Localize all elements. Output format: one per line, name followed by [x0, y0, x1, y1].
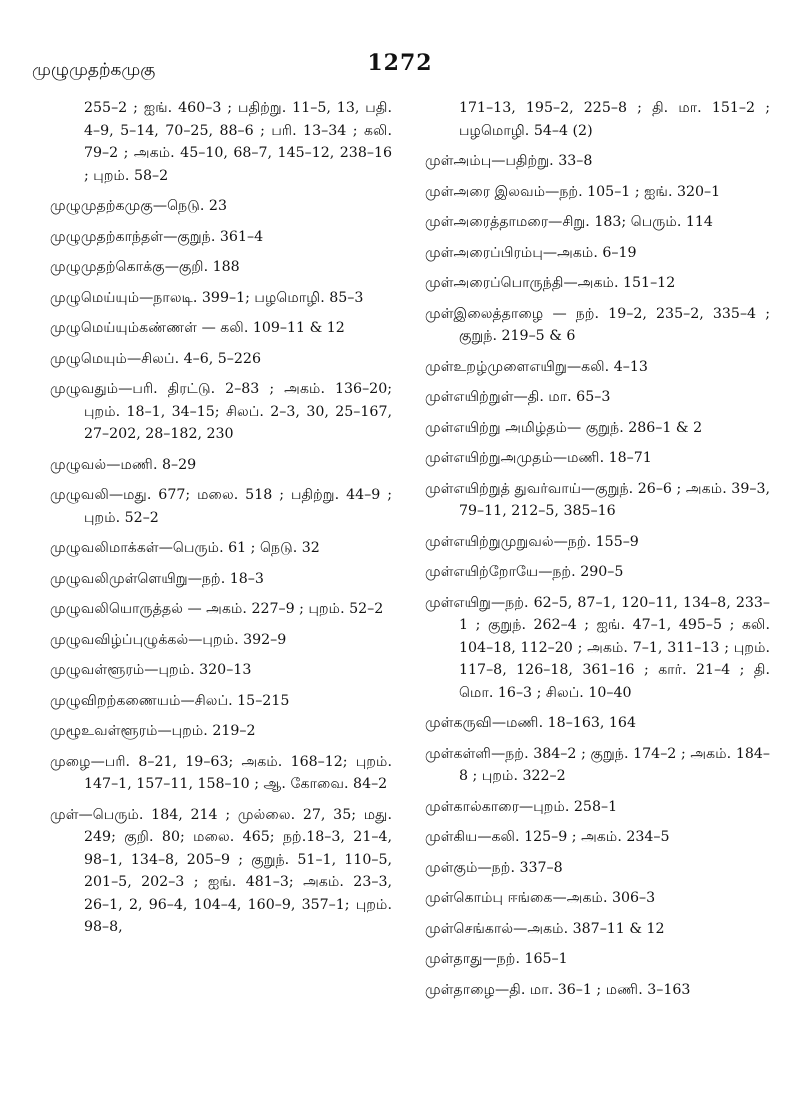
index-entry: முழுமெய்யும்கண்ணள் — கலி. 109–11 & 12: [50, 320, 345, 336]
continuation-entry: 255–2 ; ஐங். 460–3 ; பதிற்று. 11–5, 13, பதி. 4–9, 5–14, 70–25, 88–6 ; பரி. 13–34 ; கலி. 79–2 ; அகம். 45–10, 68–7, 145–12, 238–16 ; புறம். 58–2: [84, 100, 392, 184]
index-entry: முள்எயிறு—நற். 62–5, 87–1, 120–11, 134–8, 233–1 ; குறுந். 262–4 ; ஐங். 47–1, 495–5 ; கலி. 104–18, 112–20 ; அகம். 7–1, 311–13 ; புறம். 117–8, 126–18, 361–16 ; கார். 21–4 ; தி. மொ. 16–3 ; சிலப். 10–40: [425, 594, 770, 701]
index-entry: முழுவதும்—பரி. திரட்டு. 2–83 ; அகம். 136–20; புறம். 18–1, 34–15; சிலப். 2–3, 30, 25–167, 27–202, 28–182, 230: [50, 381, 392, 442]
index-entry: முள்அம்பு—பதிற்று. 33–8: [425, 153, 593, 169]
index-entry: முழூஉவள்ளூரம்—புறம். 219–2: [50, 723, 256, 739]
index-entry: முழுமுதற்கமுகு—நெடு. 23: [50, 198, 227, 214]
index-entry: முழுமுதற்கொக்கு—குறி. 188: [50, 259, 240, 275]
index-entry: முள்தாழை—தி. மா. 36–1 ; மணி. 3–163: [425, 981, 691, 998]
index-entry: முழுவிறற்கணையம்—சிலப். 15–215: [50, 692, 290, 709]
index-entry: முழுமெய்யும்—நாலடி. 399–1; பழமொழி. 85–3: [50, 289, 364, 306]
index-entry: முள்—பெரும். 184, 214 ; முல்லை. 27, 35; மது. 249; குறி. 80; மலை. 465; நற்.18–3, 21–4, 98–1, 134–8, 205–9 ; குறுந். 51–1, 110–5, 201–5, 202–3 ; ஐங். 481–3; அகம். 23–3, 26–1, 2, 96–4, 104–4, 160–9, 357–1; புறம். 98–8,: [50, 806, 392, 935]
index-entry: முள்கள்ளி—நற். 384–2 ; குறுந். 174–2 ; அகம். 184–8 ; புறம். 322–2: [425, 745, 770, 784]
index-entry: முழை—பரி. 8–21, 19–63; அகம். 168–12; புறம். 147–1, 157–11, 158–10 ; ஆ. கோவை. 84–2: [50, 753, 392, 792]
index-entry: முள்செங்கால்—அகம். 387–11 & 12: [425, 920, 665, 937]
index-entry: முழுவலியொருத்தல் — அகம். 227–9 ; புறம். 52–2: [50, 601, 384, 617]
index-entry: முள்அரைத்தாமரை—சிறு. 183; பெரும். 114: [425, 214, 713, 230]
index-entry: முள்தாது—நற். 165–1: [425, 951, 568, 967]
index-entry: முள்கிய—கலி. 125–9 ; அகம். 234–5: [425, 829, 670, 845]
index-entry: முள்கால்காரை—புறம். 258–1: [425, 798, 618, 815]
index-entry: முள்கொம்பு ஈங்கை—அகம். 306–3: [425, 890, 656, 906]
index-entry: முள்அரைப்பொருந்தி—அகம். 151–12: [425, 275, 676, 291]
index-entry: முள்கும்—நற். 337–8: [425, 859, 563, 876]
index-entry: முள்எயிற்றுமுறுவல்—நற். 155–9: [425, 533, 639, 550]
index-entry: முள்எயிற்றோயே—நற். 290–5: [425, 564, 624, 580]
page-number: 1272: [367, 50, 433, 76]
index-entry: முழுவல்—மணி. 8–29: [50, 456, 197, 473]
index-entry: முள்உறழ்முளைஎயிறு—கலி. 4–13: [425, 358, 648, 375]
index-entry: முழுவலி—மது. 677; மலை. 518 ; பதிற்று. 44–9 ; புறம். 52–2: [50, 487, 392, 526]
index-entry: முள்எயிற்றுள்—தி. மா. 65–3: [425, 389, 611, 405]
index-entry: முள்எயிற்று அமிழ்தம்— குறுந். 286–1 & 2: [425, 419, 703, 436]
index-entry: முள்எயிற்றுஅமுதம்—மணி. 18–71: [425, 450, 652, 466]
index-entry: முள்கருவி—மணி. 18–163, 164: [425, 715, 636, 731]
index-entry: முள்இலைத்தாழை — நற். 19–2, 235–2, 335–4 ; குறுந். 219–5 & 6: [425, 305, 770, 344]
index-entry: முழுவவிழ்ப்புழுக்கல்—புறம். 392–9: [50, 631, 287, 648]
index-entry: முழுவலிமாக்கள்—பெரும். 61 ; நெடு. 32: [50, 540, 320, 556]
index-entry: முழுமெயும்—சிலப். 4–6, 5–226: [50, 350, 261, 367]
right-column: [425, 97, 770, 1009]
index-entry: முழுமுதற்காந்தள்—குறுந். 361–4: [50, 228, 264, 245]
continuation-entry: 171–13, 195–2, 225–8 ; தி. மா. 151–2 ; பழமொழி. 54–4 (2): [459, 100, 770, 139]
left-column: [50, 97, 392, 947]
index-entry: முள்எயிற்றுத் துவர்வாய்—குறுந். 26–6 ; அகம். 39–3, 79–11, 212–5, 385–16: [425, 480, 770, 519]
index-entry: முள்அரை இலவம்—நற். 105–1 ; ஐங். 320–1: [425, 183, 721, 200]
running-head: முழுமுதற்கமுகு: [32, 60, 156, 80]
index-entry: முழுவள்ளூரம்—புறம். 320–13: [50, 662, 252, 678]
index-entry: முழுவலிமுள்ளெயிறு—நற். 18–3: [50, 570, 264, 587]
index-entry: முள்அரைப்பிரம்பு—அகம். 6–19: [425, 244, 637, 261]
